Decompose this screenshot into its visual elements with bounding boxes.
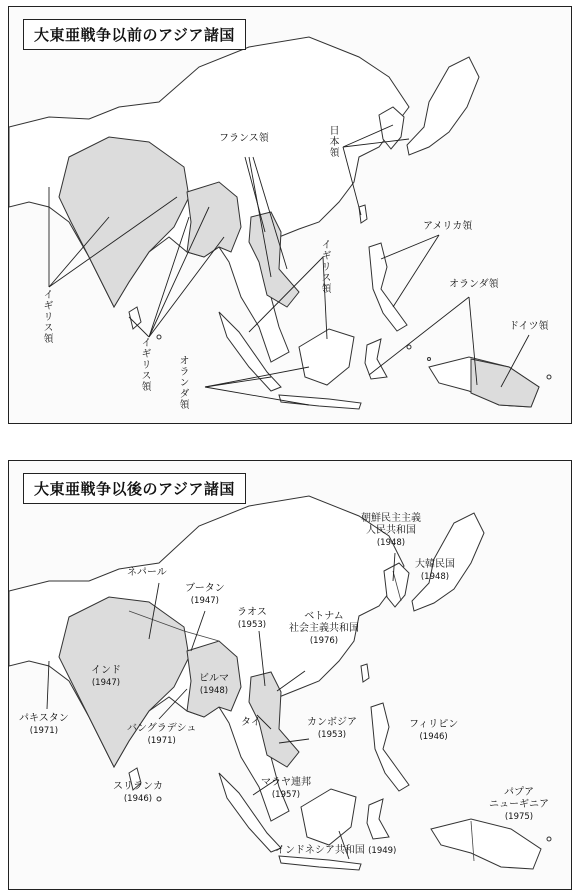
label-south-korea [415,559,455,583]
label-burma-year: (1948) [199,686,229,696]
label-pakistan [19,713,69,737]
map-title-after: 大東亜戦争以後のアジア諸国 [23,473,246,504]
label-britain-burma: イギリス領 [139,337,150,392]
label-philippines-name: フィリピン [409,719,459,730]
label-germany: ドイツ領 [509,321,549,332]
label-india-year: (1947) [91,678,121,688]
label-indonesia [275,845,396,857]
map-after-war [8,460,572,890]
label-india-name: インド [91,665,121,676]
label-malaya-name: マラヤ連邦 [261,777,311,788]
label-south-korea-year: (1948) [420,572,450,582]
label-india [91,665,121,689]
label-bhutan-name: ブータン [185,583,225,594]
label-laos-name: ラオス [237,607,267,618]
label-bhutan-year: (1947) [190,596,219,606]
label-srilanka-name: スリランカ [113,781,163,792]
label-usa: アメリカ領 [423,221,473,232]
label-png-name2: ニューギニア [489,799,549,810]
label-bhutan [185,583,225,607]
label-png-year: (1975) [504,812,534,822]
label-bangladesh-year: (1971) [147,736,176,746]
label-north-korea [361,513,421,549]
label-srilanka [113,781,163,805]
label-cambodia-year: (1953) [317,730,347,740]
map-before-war-outline [9,7,571,423]
label-malaya-year: (1957) [271,790,301,800]
label-burma-name: ビルマ [199,673,229,684]
label-north-korea-name: 朝鮮民主主義 [361,513,421,524]
label-nepal: ネパール [127,567,167,578]
label-vietnam-year: (1976) [309,636,339,646]
label-pakistan-name: パキスタン [19,713,69,724]
label-vietnam [289,611,359,647]
label-north-korea-year: (1948) [376,538,406,548]
label-laos-year: (1953) [237,620,267,630]
label-south-korea-name: 大韓民国 [415,559,455,570]
label-philippines-year: (1946) [419,732,448,742]
label-bangladesh [127,723,196,747]
label-dutch-left: オランダ領 [177,355,188,410]
label-dutch-right: オランダ領 [449,279,499,290]
label-france: フランス領 [219,133,269,144]
label-bangladesh-name: バングラデシュ [127,723,197,734]
label-britain-east: イギリス領 [319,239,330,294]
label-laos [237,607,267,631]
label-thailand: タイ [241,717,261,728]
label-north-korea-name2: 人民共和国 [366,525,416,536]
label-philippines [409,719,458,743]
label-indonesia-year: (1949) [368,846,397,856]
label-japan: 日本領 [327,125,338,158]
label-srilanka-year: (1946) [123,794,153,804]
label-cambodia [307,717,357,741]
label-png [489,787,549,823]
map-title-before: 大東亜戦争以前のアジア諸国 [23,19,246,50]
label-malaya [261,777,311,801]
label-cambodia-name: カンボジア [307,717,357,728]
label-vietnam-name2: 社会主義共和国 [289,623,359,634]
label-png-name: パプア [504,787,534,798]
label-pakistan-year: (1971) [29,726,59,736]
label-indonesia-name: インドネシア共和国 [275,845,365,856]
label-britain-india: イギリス領 [41,289,52,344]
map-before-war [8,6,572,424]
label-vietnam-name: ベトナム [304,611,344,622]
label-burma [199,673,229,697]
